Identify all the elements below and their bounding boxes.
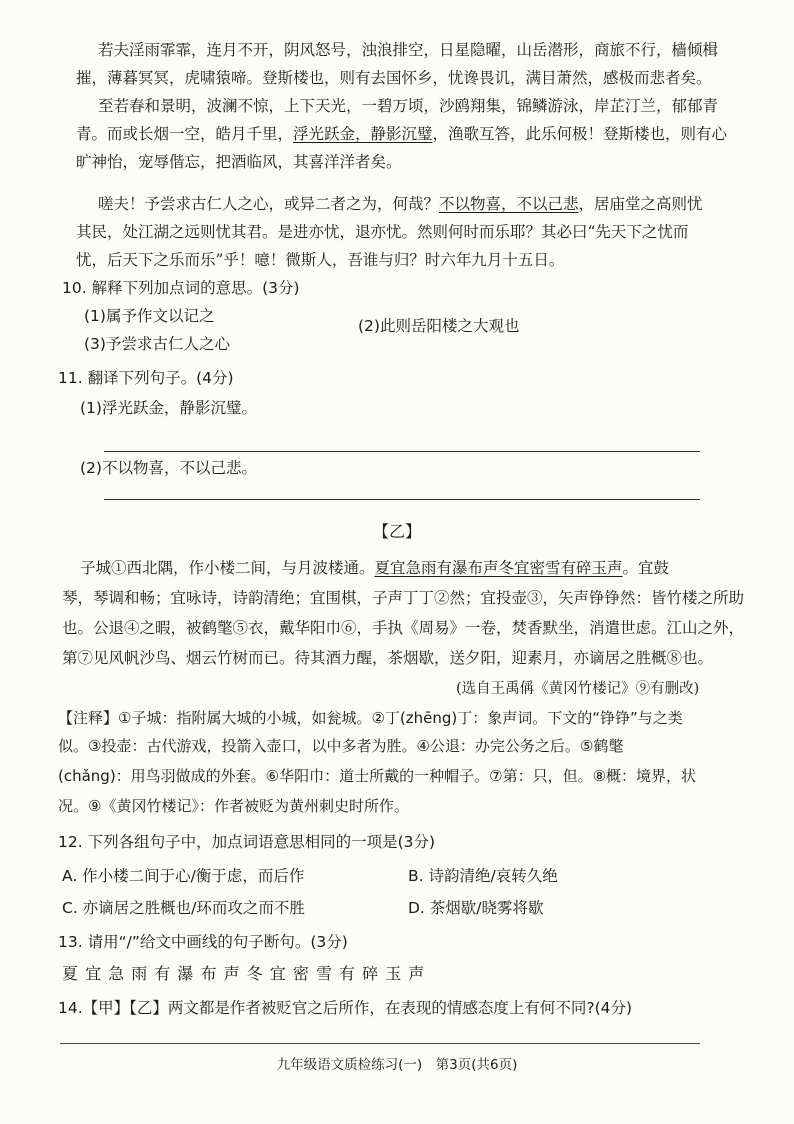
answer-line[interactable] [104,451,700,452]
page-footer: 九年级语文质检练习(一) 第3页(共6页) [276,1057,518,1073]
question-13-sentence: 夏 宜 急 雨 有 瀑 布 声 冬 宜 密 雪 有 碎 玉 声 [62,964,426,983]
option-c[interactable]: C. 亦谪居之胜概也/环而攻之而不胜 [62,899,305,917]
text: ，居庙堂之高则忧 [578,195,703,213]
question-14-stem: 14.【甲】【乙】两文都是作者被贬官之后所作，在表现的情感态度上有何不同?(4分) [58,999,633,1017]
passage-jia-line: 忧，后天下之乐而乐”乎！噫！微斯人，吾谁与归？时六年九月十五日。 [76,251,565,269]
option-d[interactable]: D. 茶烟歇/晓雾将歇 [408,899,544,917]
question-11-item-2: (2)不以物喜，不以己悲。 [80,459,257,477]
passage-jia-line [76,122,727,146]
question-10-stem: 10. 解释下列加点词的意思。(3分) [62,279,300,297]
text: 。宜鼓 [622,559,670,577]
question-10-item-2: (2)此则岳阳楼之大观也 [358,317,520,335]
underlined-sentence: 浮光跃金，静影沉璧 [293,125,433,143]
question-10-item-1: (1)属予作文以记之 [84,307,215,325]
question-13-stem: 13. 请用“/”给文中画线的句子断句。(3分) [58,933,348,951]
notes-line: 似。③投壶：古代游戏，投箭入壶口，以中多者为胜。④公退：办完公务之后。⑤鹤氅 [58,737,624,755]
passage-source: (选自王禹偁《黄冈竹楼记》⑨有删改) [456,681,700,697]
question-12-stem: 12. 下列各组句子中，加点词语意思相同的一项是(3分) [58,833,436,851]
option-a[interactable]: A. 作小楼二间于心/衡于虑，而后作 [62,867,305,885]
passage-yi-line: 也。公退④之暇，被鹤氅⑤衣，戴华阳巾⑥，手执《周易》一卷，焚香默坐，消遣世虑。江山之外， [62,619,745,637]
notes-line: (chǎng)：用鸟羽做成的外套。⑥华阳巾：道士所戴的一种帽子。⑦第：只，但。⑧概：境界，状 [58,767,697,785]
passage-yi-line [80,556,669,580]
text: 嗟夫！予尝求古仁人之心，或异二者之为，何哉？ [98,195,440,213]
passage-jia-line: 摧，薄暮冥冥，虎啸猿啼。登斯楼也，则有去国怀乡，忧谗畏讥，满目萧然，感极而悲者矣。 [76,69,712,87]
passage-jia-line: 其民，处江湖之远则忧其君。是进亦忧，退亦忧。然则何时而乐耶？其必曰“先天下之忧而 [76,223,689,241]
question-11-stem: 11. 翻译下列句子。(4分) [58,369,234,387]
text: 青。而或长烟一空，皓月千里， [76,125,294,143]
passage-yi-line: 第⑦见风帆沙鸟、烟云竹树而已。待其酒力醒，茶烟歇，送夕阳，迎素月，亦谪居之胜概⑧也。 [62,649,714,667]
footer-divider [60,1043,700,1044]
passage-jia-line: 若夫淫雨霏霏，连月不开，阴风怒号，浊浪排空，日星隐曜，山岳潜形，商旅不行，樯倾楫 [98,41,719,59]
text: 子城①西北隅，作小楼二间，与月波楼通。 [80,559,375,577]
question-10-item-3: (3)予尝求古仁人之心 [84,335,230,353]
passage-jia-line: 旷神怡，宠辱偕忘，把酒临风，其喜洋洋者矣。 [76,153,402,171]
underlined-sentence: 不以物喜，不以己悲 [439,195,579,213]
underlined-sentence: 夏宜急雨有瀑布声冬宜密雪有碎玉声 [374,559,623,577]
passage-jia-line [98,192,703,216]
text: ，渔歌互答，此乐何极！登斯楼也，则有心 [432,125,728,143]
answer-line[interactable] [104,499,700,500]
section-yi-title: 【乙】 [372,522,421,541]
notes-line: 【注释】①子城：指附属大城的小城，如瓮城。②丁(zhēng)丁：象声词。下文的“铮铮”与之类 [58,709,683,727]
notes-line: 况。⑨《黄冈竹楼记》：作者被贬为黄州刺史时所作。 [58,797,409,815]
passage-yi-line: 琴，琴调和畅；宜咏诗，诗韵清绝；宜围棋，子声丁丁②然；宜投壶③，矢声铮铮然：皆竹楼之所助 [62,589,745,607]
question-11-item-1: (1)浮光跃金，静影沉璧。 [80,399,257,417]
option-b[interactable]: B. 诗韵清绝/哀转久绝 [408,867,558,885]
passage-jia-line: 至若春和景明，波澜不惊，上下天光，一碧万顷，沙鸥翔集，锦鳞游泳，岸芷汀兰，郁郁青 [98,97,719,115]
